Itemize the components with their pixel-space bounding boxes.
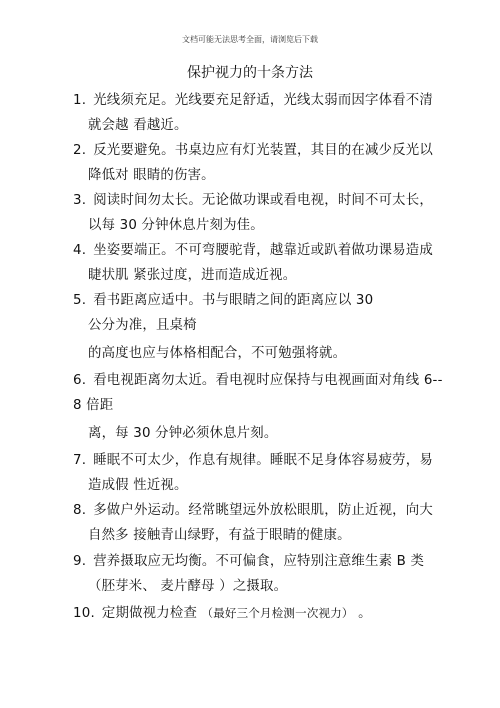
- item-text: 阅读时间勿太长。无论做功课或看电视，时间不可太长，: [93, 193, 433, 208]
- item-text-continued: 8 倍距: [73, 398, 114, 413]
- item-number: 5.: [73, 293, 87, 308]
- list-item: [73, 604, 372, 623]
- item-number: 2.: [73, 143, 87, 158]
- item-number: 4.: [73, 243, 87, 258]
- item-text-continued: 睫状肌 紧张过度，进而造成近视。: [88, 268, 297, 283]
- item-text-continued: （胚芽米、 麦片酵母 ）之摄取。: [88, 579, 288, 594]
- list-item: [73, 92, 433, 110]
- item-number: 6.: [73, 373, 87, 388]
- item-text: 光线须充足。光线要充足舒适，光线太弱而因字体看不清: [93, 93, 433, 108]
- list-item: [73, 502, 433, 520]
- item-text-continued: 就会越 看越近。: [88, 118, 188, 133]
- item-number: 1.: [73, 93, 87, 108]
- item-text: 看书距离应适中。书与眼睛之间的距离应以 30: [93, 293, 374, 308]
- item-text-continued: 的高度也应与体格相配合，不可勉强将就。: [88, 346, 347, 361]
- item-number: 8.: [73, 503, 87, 518]
- page-title: 保护视力的十条方法: [187, 65, 313, 81]
- item-text-continued: 自然多 接触青山绿野，有益于眼睛的健康。: [88, 528, 351, 543]
- item-text-continued: 降低对 眼睛的伤害。: [88, 168, 215, 183]
- list-item: [73, 192, 433, 210]
- list-item: [73, 142, 433, 160]
- item-number: 9.: [73, 554, 87, 569]
- item-text-continued: 离，每 30 分钟必须休息片刻。: [88, 426, 278, 441]
- item-text-continued: 造成假 性近视。: [88, 478, 188, 493]
- item-number: 10.: [73, 606, 95, 621]
- item-text: 反光要避免。书桌边应有灯光装置，其目的在减少反光以: [93, 143, 433, 158]
- item-number: 7.: [73, 453, 87, 468]
- list-item: [73, 452, 433, 470]
- list-item: [73, 553, 424, 571]
- item-text: 睡眠不可太少，作息有规律。睡眠不足身体容易疲劳，易: [93, 453, 433, 468]
- item-text: 看电视距离勿太近。看电视时应保持与电视画面对角线 6--: [93, 373, 443, 388]
- item-text-continued: 公分为准，且桌椅: [88, 318, 197, 333]
- item-end-mark: 。: [358, 606, 372, 621]
- item-text: 坐姿要端正。不可弯腰驼背，越靠近或趴着做功课易造成: [93, 243, 433, 258]
- list-item: [73, 292, 373, 310]
- list-item: [73, 242, 433, 260]
- item-text: 定期做视力检查: [101, 606, 198, 621]
- item-text: 营养摄取应无均衡。不可偏食，应特别注意维生素 B 类: [93, 554, 425, 569]
- item-text-continued: 以每 30 分钟休息片刻为佳。: [88, 218, 264, 233]
- list-item: [73, 372, 443, 390]
- download-notice: 文档可能无法思考全面，请浏览后下载: [182, 35, 318, 44]
- item-note: （最好三个月检测一次视力）: [201, 606, 354, 620]
- item-text: 多做户外运动。经常眺望远外放松眼肌，防止近视，向大: [93, 503, 433, 518]
- item-number: 3.: [73, 193, 87, 208]
